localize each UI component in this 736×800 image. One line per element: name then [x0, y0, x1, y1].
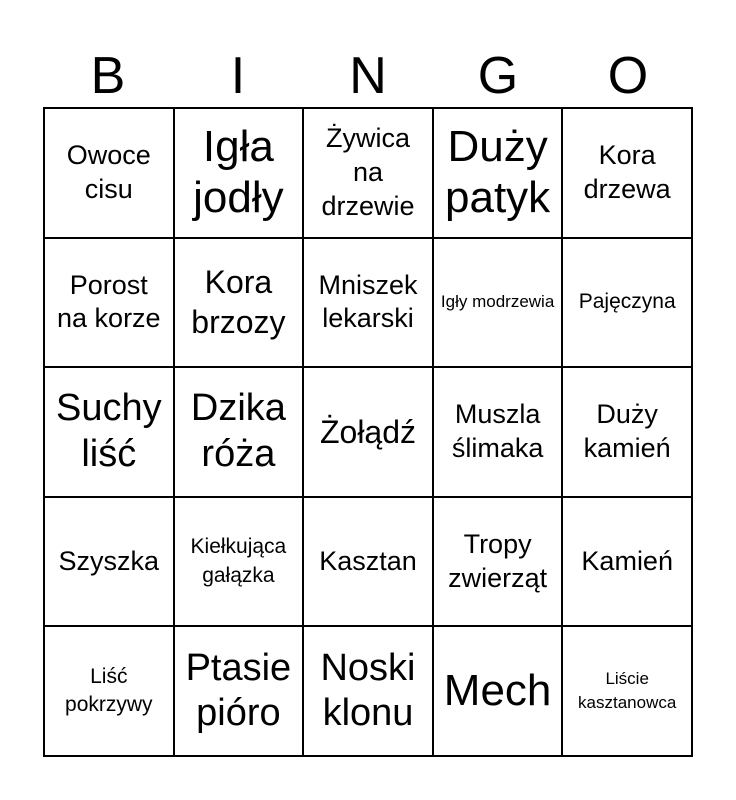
bingo-cell[interactable] — [303, 238, 433, 368]
cell-label: Muszla ślimaka — [451, 399, 544, 463]
header-letter-o: O — [607, 47, 649, 105]
cell-label: Mech — [443, 665, 552, 715]
cell-label: Duży kamień — [583, 399, 671, 463]
bingo-cell[interactable] — [562, 367, 692, 497]
bingo-cell[interactable] — [44, 238, 174, 368]
cell-label: Dzika róża — [190, 387, 286, 475]
cell-label: Liście kasztanowca — [578, 668, 677, 713]
cell-label: Igła jodły — [193, 122, 284, 222]
cell-label: Mniszek lekarski — [318, 269, 418, 334]
bingo-cell[interactable] — [433, 108, 563, 238]
bingo-cell[interactable] — [174, 497, 304, 627]
header-letter-g: G — [477, 47, 519, 105]
cell-label: Szyszka — [58, 545, 160, 576]
bingo-cell[interactable] — [433, 238, 563, 368]
bingo-cell[interactable] — [174, 367, 304, 497]
cell-label: Noski klonu — [320, 646, 416, 735]
bingo-cell[interactable] — [303, 108, 433, 238]
bingo-cell[interactable] — [433, 626, 563, 756]
bingo-cell[interactable] — [44, 367, 174, 497]
cell-label: Suchy liść — [55, 387, 162, 475]
cell-label: Kora brzozy — [191, 264, 286, 341]
bingo-cell[interactable] — [44, 108, 174, 238]
header-letter-i: I — [230, 47, 246, 105]
bingo-cell[interactable] — [44, 497, 174, 627]
header-letter-b: B — [90, 47, 126, 105]
bingo-cell[interactable] — [303, 497, 433, 627]
bingo-cell[interactable] — [303, 626, 433, 756]
cell-label: Igły modrzewia — [440, 292, 555, 312]
cell-label: Żołądź — [319, 413, 417, 450]
cell-label: Kiełkująca gałązka — [190, 535, 287, 587]
bingo-cell[interactable] — [174, 108, 304, 238]
cell-label: Pajęczyna — [578, 290, 676, 314]
cell-label: Kora drzewa — [583, 140, 671, 204]
header-letter-n: N — [349, 47, 387, 105]
cell-label: Kasztan — [319, 545, 417, 576]
cell-label: Porost na korze — [57, 269, 161, 334]
bingo-cell[interactable] — [562, 108, 692, 238]
bingo-cell[interactable] — [303, 367, 433, 497]
cell-label: Żywica na drzewie — [321, 123, 415, 221]
bingo-cell[interactable] — [562, 238, 692, 368]
bingo-header — [43, 46, 693, 106]
cell-label: Kamień — [581, 545, 673, 576]
cell-label: Ptasie pióro — [185, 646, 292, 735]
bingo-cell[interactable] — [433, 367, 563, 497]
cell-label: Tropy zwierząt — [448, 528, 548, 593]
bingo-cell[interactable] — [174, 626, 304, 756]
bingo-cell[interactable] — [44, 626, 174, 756]
cell-label: Duży patyk — [445, 122, 551, 222]
cell-label: Owoce cisu — [66, 140, 151, 204]
bingo-cell[interactable] — [562, 626, 692, 756]
bingo-cell[interactable] — [562, 497, 692, 627]
cell-label: Liść pokrzywy — [65, 664, 153, 717]
bingo-board — [43, 107, 693, 757]
bingo-cell[interactable] — [433, 497, 563, 627]
bingo-cell[interactable] — [174, 238, 304, 368]
